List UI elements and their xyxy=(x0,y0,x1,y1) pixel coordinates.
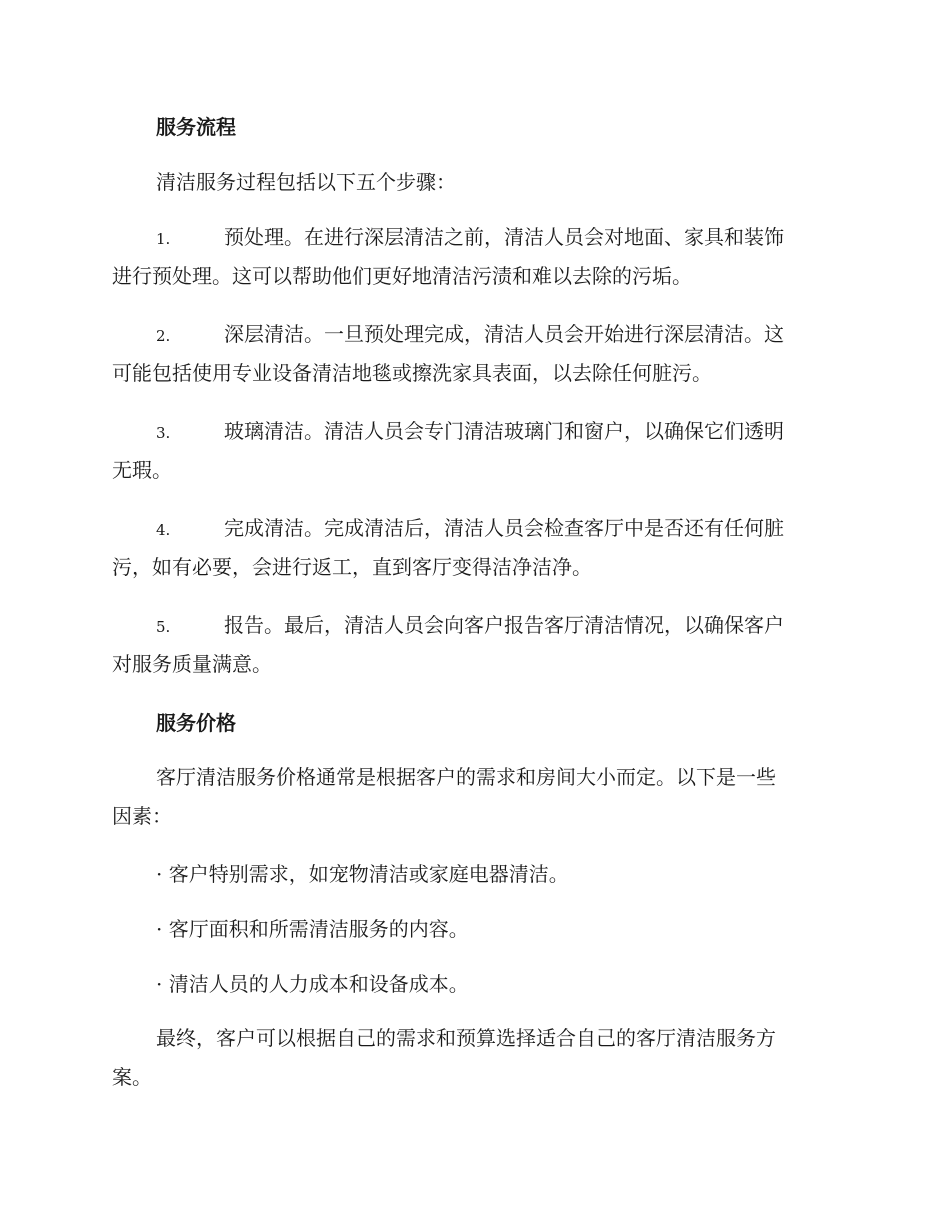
process-intro xyxy=(112,163,832,202)
step-text-line: 深层清洁。一旦预处理完成，清洁人员会开始进行深层清洁。这 xyxy=(224,322,784,346)
step-text-line: 预处理。在进行深层清洁之前，清洁人员会对地面、家具和装饰 xyxy=(224,225,784,249)
step-number: 5. xyxy=(156,618,171,636)
pricing-bullet-item: · 清洁人员的人力成本和设备成本。 xyxy=(156,972,469,996)
step-text-line: 无瑕。 xyxy=(112,458,172,482)
step-text-line: 对服务质量满意。 xyxy=(112,652,272,676)
process-step-2 xyxy=(112,315,832,393)
step-text-line: 可能包括使用专业设备清洁地毯或擦洗家具表面，以去除任何脏污。 xyxy=(112,361,712,385)
pricing-conclusion xyxy=(112,1019,832,1097)
pricing-intro-line: 因素： xyxy=(112,804,172,828)
section-heading-pricing: 服务价格 xyxy=(156,711,236,735)
step-number: 1. xyxy=(156,230,171,248)
process-step-5 xyxy=(112,606,832,684)
process-step-1 xyxy=(112,218,832,296)
step-number: 3. xyxy=(156,424,171,442)
step-number: 4. xyxy=(156,521,171,539)
pricing-conclusion-line: 案。 xyxy=(112,1065,152,1089)
pricing-bullet-item: · 客户特别需求，如宠物清洁或家庭电器清洁。 xyxy=(156,862,569,886)
step-text-line: 进行预处理。这可以帮助他们更好地清洁污渍和难以去除的污垢。 xyxy=(112,264,692,288)
step-text-line: 玻璃清洁。清洁人员会专门清洁玻璃门和窗户，以确保它们透明 xyxy=(224,419,784,443)
section-heading-process: 服务流程 xyxy=(156,115,236,139)
step-text-line: 污，如有必要，会进行返工，直到客厅变得洁净洁净。 xyxy=(112,555,592,579)
pricing-conclusion-line: 最终，客户可以根据自己的需求和预算选择适合自己的客厅清洁服务方 xyxy=(156,1026,776,1050)
step-number: 2. xyxy=(156,327,171,345)
process-intro-line: 清洁服务过程包括以下五个步骤： xyxy=(156,170,456,194)
process-step-3 xyxy=(112,412,832,490)
pricing-bullet-item: · 客厅面积和所需清洁服务的内容。 xyxy=(156,917,469,941)
step-text-line: 完成清洁。完成清洁后，清洁人员会检查客厅中是否还有任何脏 xyxy=(224,516,784,540)
pricing-intro xyxy=(112,758,832,836)
step-text-line: 报告。最后，清洁人员会向客户报告客厅清洁情况，以确保客户 xyxy=(224,613,784,637)
process-step-4 xyxy=(112,509,832,587)
pricing-intro-line: 客厅清洁服务价格通常是根据客户的需求和房间大小而定。以下是一些 xyxy=(156,765,776,789)
